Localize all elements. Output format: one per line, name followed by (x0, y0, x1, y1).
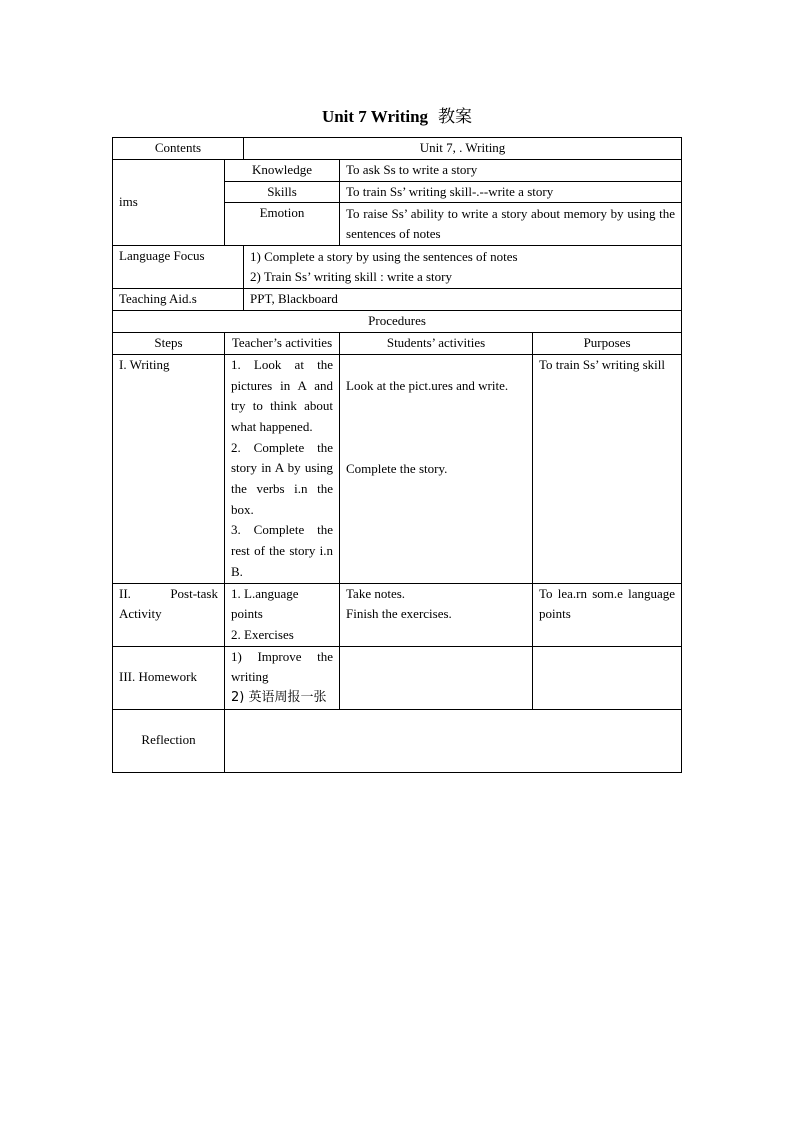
writing-step: I. Writing (113, 354, 225, 583)
homework-purpose (533, 646, 682, 709)
writing-teacher-3: 3. Complete the rest of the story i.n B. (231, 522, 334, 579)
reflection-label: Reflection (113, 709, 225, 772)
lesson-plan-table (112, 137, 682, 773)
homework-row (113, 646, 682, 709)
contents-label: Contents (113, 138, 244, 160)
emotion-label: Emotion (225, 203, 340, 246)
homework-teacher-1: 1) Improve the writing (231, 648, 334, 685)
col-teacher: Teacher’s activities (225, 332, 340, 354)
homework-teacher-2: 2) 英语周报一张 (231, 690, 327, 706)
aims-label: ims (113, 160, 225, 246)
post-task-teacher-2: 2. Exercises (231, 626, 294, 642)
post-task-students (340, 583, 533, 646)
writing-teacher-2: 2. Complete the story in A by using the verbs i.n the box. (231, 439, 334, 517)
language-focus-row (113, 246, 682, 289)
writing-teacher-1: 1. Look at the pictures in A and try to think about what happened. (231, 356, 334, 434)
reflection-row (113, 709, 682, 772)
writing-students-1: Look at the pict.ures and write. (346, 377, 509, 393)
post-task-row (113, 583, 682, 646)
page-title (0, 104, 794, 130)
writing-students (340, 354, 533, 583)
homework-step: III. Homework (113, 646, 225, 709)
writing-students-2: Complete the story. (346, 460, 448, 476)
knowledge-value: To ask Ss to write a story (340, 160, 682, 182)
procedures-row (113, 311, 682, 333)
title-en: Unit 7 Writing (321, 107, 429, 126)
teaching-aids-value: PPT, Blackboard (244, 289, 682, 311)
focus-line-1: 1) Complete a story by using the sentences of notes (250, 248, 518, 264)
post-task-purpose: To lea.rn som.e language points (533, 583, 682, 646)
col-students: Students’ activities (340, 332, 533, 354)
language-focus-value (244, 246, 682, 289)
col-purposes: Purposes (533, 332, 682, 354)
post-task-students-1: Take notes. (346, 585, 406, 601)
emotion-value: To raise Ss’ ability to write a story about memory by using the sentences of notes (340, 203, 682, 246)
focus-line-2: 2) Train Ss’ writing skill : write a story (250, 269, 452, 285)
aims-row-knowledge (113, 160, 682, 182)
writing-row (113, 354, 682, 583)
unit-label: Unit 7, . Writing (244, 138, 682, 160)
reflection-value (225, 709, 682, 772)
skills-value: To train Ss’ writing skill-.--write a story (340, 181, 682, 203)
skills-label: Skills (225, 181, 340, 203)
writing-teacher (225, 354, 340, 583)
homework-teacher (225, 646, 340, 709)
procedures-label: Procedures (113, 311, 682, 333)
title-cn: 教案 (438, 107, 473, 127)
language-focus-label: Language Focus (113, 246, 244, 289)
column-header-row (113, 332, 682, 354)
post-task-teacher (225, 583, 340, 646)
writing-purpose: To train Ss’ writing skill (533, 354, 682, 583)
header-row (113, 138, 682, 160)
post-task-students-2: Finish the exercises. (346, 606, 452, 622)
post-task-step: II. Post-task Activity (113, 583, 225, 646)
col-steps: Steps (113, 332, 225, 354)
homework-students (340, 646, 533, 709)
post-task-teacher-1: 1. L.anguage points (231, 585, 299, 622)
teaching-aids-label: Teaching Aid.s (113, 289, 244, 311)
knowledge-label: Knowledge (225, 160, 340, 182)
teaching-aids-row (113, 289, 682, 311)
